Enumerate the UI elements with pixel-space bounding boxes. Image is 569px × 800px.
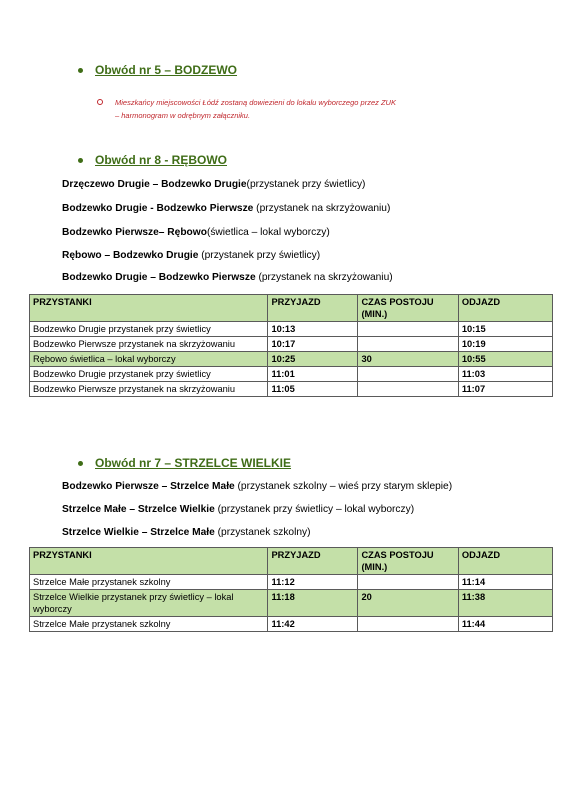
departure-cell: 11:44 xyxy=(458,617,552,632)
section-title: Obwód nr 5 – BODZEWO xyxy=(95,63,238,77)
stay-cell xyxy=(358,382,458,397)
arrival-cell: 10:13 xyxy=(268,322,358,337)
stay-cell: 30 xyxy=(358,352,458,367)
arrival-cell: 11:12 xyxy=(268,575,358,590)
stay-cell xyxy=(358,575,458,590)
table-row xyxy=(30,337,553,352)
section-heading-5 xyxy=(78,63,237,77)
arrival-cell: 11:18 xyxy=(268,590,358,617)
header-departure: ODJAZD xyxy=(458,295,552,322)
departure-cell: 10:15 xyxy=(458,322,552,337)
stop-cell: Strzelce Małe przystanek szkolny xyxy=(30,617,268,632)
header-stops: PRZYSTANKI xyxy=(30,295,268,322)
arrival-cell: 11:01 xyxy=(268,367,358,382)
stay-cell xyxy=(358,617,458,632)
stay-cell xyxy=(358,337,458,352)
stop-cell: Rębowo świetlica – lokal wyborczy xyxy=(30,352,268,367)
section-note xyxy=(97,96,467,122)
departure-cell: 11:38 xyxy=(458,590,552,617)
stop-cell: Bodzewko Pierwsze przystanek na skrzyżowaniu xyxy=(30,337,268,352)
departure-cell: 11:07 xyxy=(458,382,552,397)
header-stay: CZAS POSTOJU (MIN.) xyxy=(358,548,458,575)
note-line: Mieszkańcy miejscowości Łódź zostaną dowiezieni do lokalu wyborczego przez ZUK xyxy=(115,98,396,107)
header-arrival: PRZYJAZD xyxy=(268,295,358,322)
header-departure: ODJAZD xyxy=(458,548,552,575)
departure-cell: 10:19 xyxy=(458,337,552,352)
route-line: Bodzewko Pierwsze – Strzelce Małe (przystanek szkolny – wieś przy starym sklepie) xyxy=(62,481,453,492)
route-line: Rębowo – Bodzewko Drugie (przystanek przy świetlicy) xyxy=(62,250,321,261)
table-header-row xyxy=(30,295,553,322)
table-row-highlighted xyxy=(30,352,553,367)
stay-cell xyxy=(358,322,458,337)
stay-cell xyxy=(358,367,458,382)
schedule-table-8 xyxy=(29,294,553,397)
bullet-icon xyxy=(78,158,83,163)
departure-cell: 10:55 xyxy=(458,352,552,367)
header-stay: CZAS POSTOJU (MIN.) xyxy=(358,295,458,322)
route-line: Bodzewko Pierwsze– Rębowo(świetlica – lokal wyborczy) xyxy=(62,227,330,238)
table-row-highlighted xyxy=(30,590,553,617)
section-heading-8 xyxy=(78,153,227,167)
arrival-cell: 11:05 xyxy=(268,382,358,397)
header-stops: PRZYSTANKI xyxy=(30,548,268,575)
bullet-icon xyxy=(78,68,83,73)
departure-cell: 11:14 xyxy=(458,575,552,590)
route-line: Drzęczewo Drugie – Bodzewko Drugie(przystanek przy świetlicy) xyxy=(62,179,366,190)
stop-cell: Strzelce Małe przystanek szkolny xyxy=(30,575,268,590)
stay-cell: 20 xyxy=(358,590,458,617)
stop-cell: Strzelce Wielkie przystanek przy świetlicy – lokal wyborczy xyxy=(30,590,268,617)
table-row xyxy=(30,382,553,397)
note-line: – harmonogram w odrębnym załączniku. xyxy=(115,111,251,120)
table-row xyxy=(30,367,553,382)
route-line: Strzelce Wielkie – Strzelce Małe (przystanek szkolny) xyxy=(62,527,311,538)
route-line: Bodzewko Drugie - Bodzewko Pierwsze (przystanek na skrzyżowaniu) xyxy=(62,203,391,214)
departure-cell: 11:03 xyxy=(458,367,552,382)
circle-bullet-icon xyxy=(97,99,103,105)
arrival-cell: 10:17 xyxy=(268,337,358,352)
section-heading-7 xyxy=(78,456,291,470)
arrival-cell: 10:25 xyxy=(268,352,358,367)
stop-cell: Bodzewko Pierwsze przystanek na skrzyżowaniu xyxy=(30,382,268,397)
table-row xyxy=(30,322,553,337)
stop-cell: Bodzewko Drugie przystanek przy świetlicy xyxy=(30,322,268,337)
route-line: Bodzewko Drugie – Bodzewko Pierwsze (przystanek na skrzyżowaniu) xyxy=(62,272,393,283)
table-row xyxy=(30,575,553,590)
header-arrival: PRZYJAZD xyxy=(268,548,358,575)
route-line: Strzelce Małe – Strzelce Wielkie (przystanek przy świetlicy – lokal wyborczy) xyxy=(62,504,415,515)
bullet-icon xyxy=(78,461,83,466)
schedule-table-7 xyxy=(29,547,553,632)
table-header-row xyxy=(30,548,553,575)
section-title: Obwód nr 7 – STRZELCE WIELKIE xyxy=(95,456,292,470)
stop-cell: Bodzewko Drugie przystanek przy świetlicy xyxy=(30,367,268,382)
section-title: Obwód nr 8 - RĘBOWO xyxy=(95,153,227,167)
table-row xyxy=(30,617,553,632)
arrival-cell: 11:42 xyxy=(268,617,358,632)
